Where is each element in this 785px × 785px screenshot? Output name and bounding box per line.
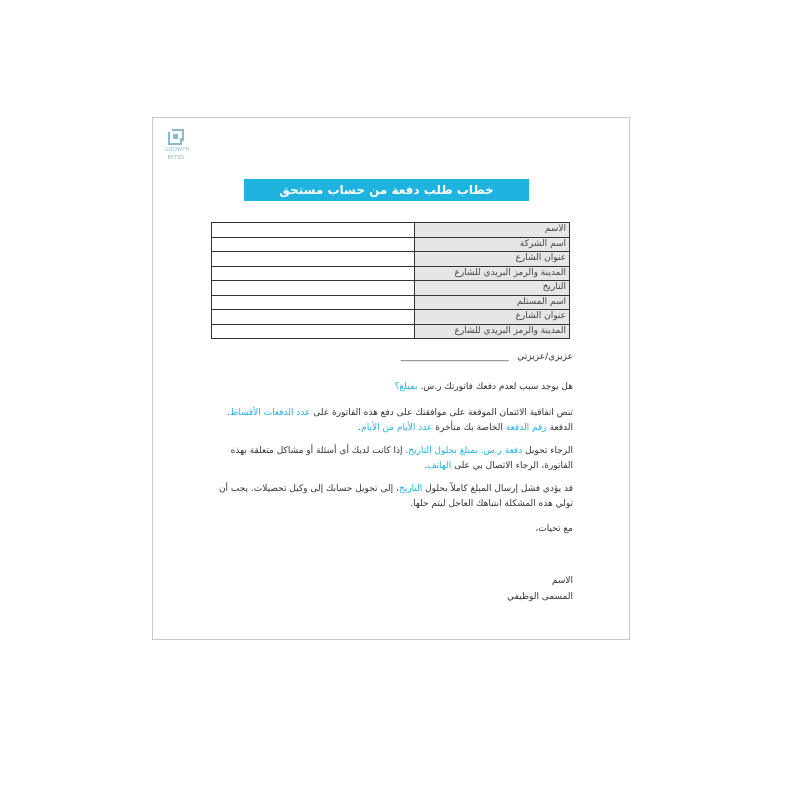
p3-placeholder-phone: الهاتف [427,461,452,471]
p3-text-c: . [424,461,428,471]
greeting-line [207,350,573,365]
closing: مع تحيات، [535,524,573,534]
document-title: خطاب طلب دفعة من حساب مستحق [244,179,529,201]
p4-text-a: قد يؤدي فشل إرسال المبلغ كاملاً بحلول [425,484,573,494]
info-table-row [212,310,570,325]
company-logo [165,129,190,161]
info-table-row [212,237,570,252]
info-table-label: اسم الشركة [415,237,570,252]
info-table-row [212,281,570,296]
info-table-label: عنوان الشارع [415,310,570,325]
p2-placeholder-payment-number: رقم الدفعة [505,423,547,433]
p4-placeholder-date: التاريخ [398,484,423,494]
info-table-label: الاسم [415,223,570,238]
p3-placeholder-amount-date: دفعة ر.س. بمبلغ بحلول التاريخ [408,446,523,456]
p3-text-a: الرجاء تحويل [525,446,573,456]
paragraph-warning [207,482,573,512]
signature-title: المسمى الوظيفي [507,592,573,602]
info-table-row [212,266,570,281]
logo-text-line1: GROWTH [165,147,190,153]
info-table-row [212,295,570,310]
info-table-label: المدينة والرمز البريدي للشارع [415,324,570,339]
signature-name: الاسم [551,576,573,586]
info-table-value-field[interactable] [212,310,415,325]
p2-text-a: تنص اتفاقية الائتمان الموقعة على موافقتك على دفع هذه الفاتورة على [313,408,573,418]
info-table-label: اسم المستلم [415,295,570,310]
info-table [211,222,570,339]
info-table-row [212,324,570,339]
p3-text-b: . إذا كانت لديك أي أسئلة أو مشاكل متعلقة بهذه الفاتورة، الرجاء الاتصال بي على [230,446,573,471]
info-table-value-field[interactable] [212,237,415,252]
info-table-label: التاريخ [415,281,570,296]
info-table-label: المدينة والرمز البريدي للشارع [415,266,570,281]
paragraph-question [207,380,573,395]
p2-placeholder-days: عدد الأيام من الأيام [361,423,433,433]
p4-text-b: ، إلى تحويل حسابك إلى وكيل تحصيلات. يجب أن تولي هذه المشكلة انتباهك العاجل ليتم حلها. [218,484,573,509]
info-table-row [212,252,570,267]
greeting: عزيزي/عزيزتي [517,352,573,362]
document-page [152,117,630,640]
p2-text-c: الخاصة بك متأخرة [435,423,503,433]
logo-text-line2: BYTES [167,155,185,161]
paragraph-agreement [207,406,573,436]
q1-text: هل يوجد سبب لعدم دفعك فاتورتك ر.س. [420,382,573,392]
info-table-value-field[interactable] [212,266,415,281]
info-table-value-field[interactable] [212,252,415,267]
p2-text-d: . [358,423,362,433]
growth-bytes-logo-icon [168,129,184,145]
greeting-blank: ________________________ [400,352,509,362]
info-table-row [212,223,570,238]
paragraph-transfer [207,444,573,474]
info-table-value-field[interactable] [212,223,415,238]
info-table-value-field[interactable] [212,281,415,296]
info-table-label: عنوان الشارع [415,252,570,267]
q1-placeholder: بمبلغ؟ [394,382,418,392]
info-table-value-field[interactable] [212,295,415,310]
info-table-value-field[interactable] [212,324,415,339]
p2-text-b: . الدفعة [226,408,573,433]
p2-placeholder-installments: عدد الدفعات الأقساط [229,408,311,418]
